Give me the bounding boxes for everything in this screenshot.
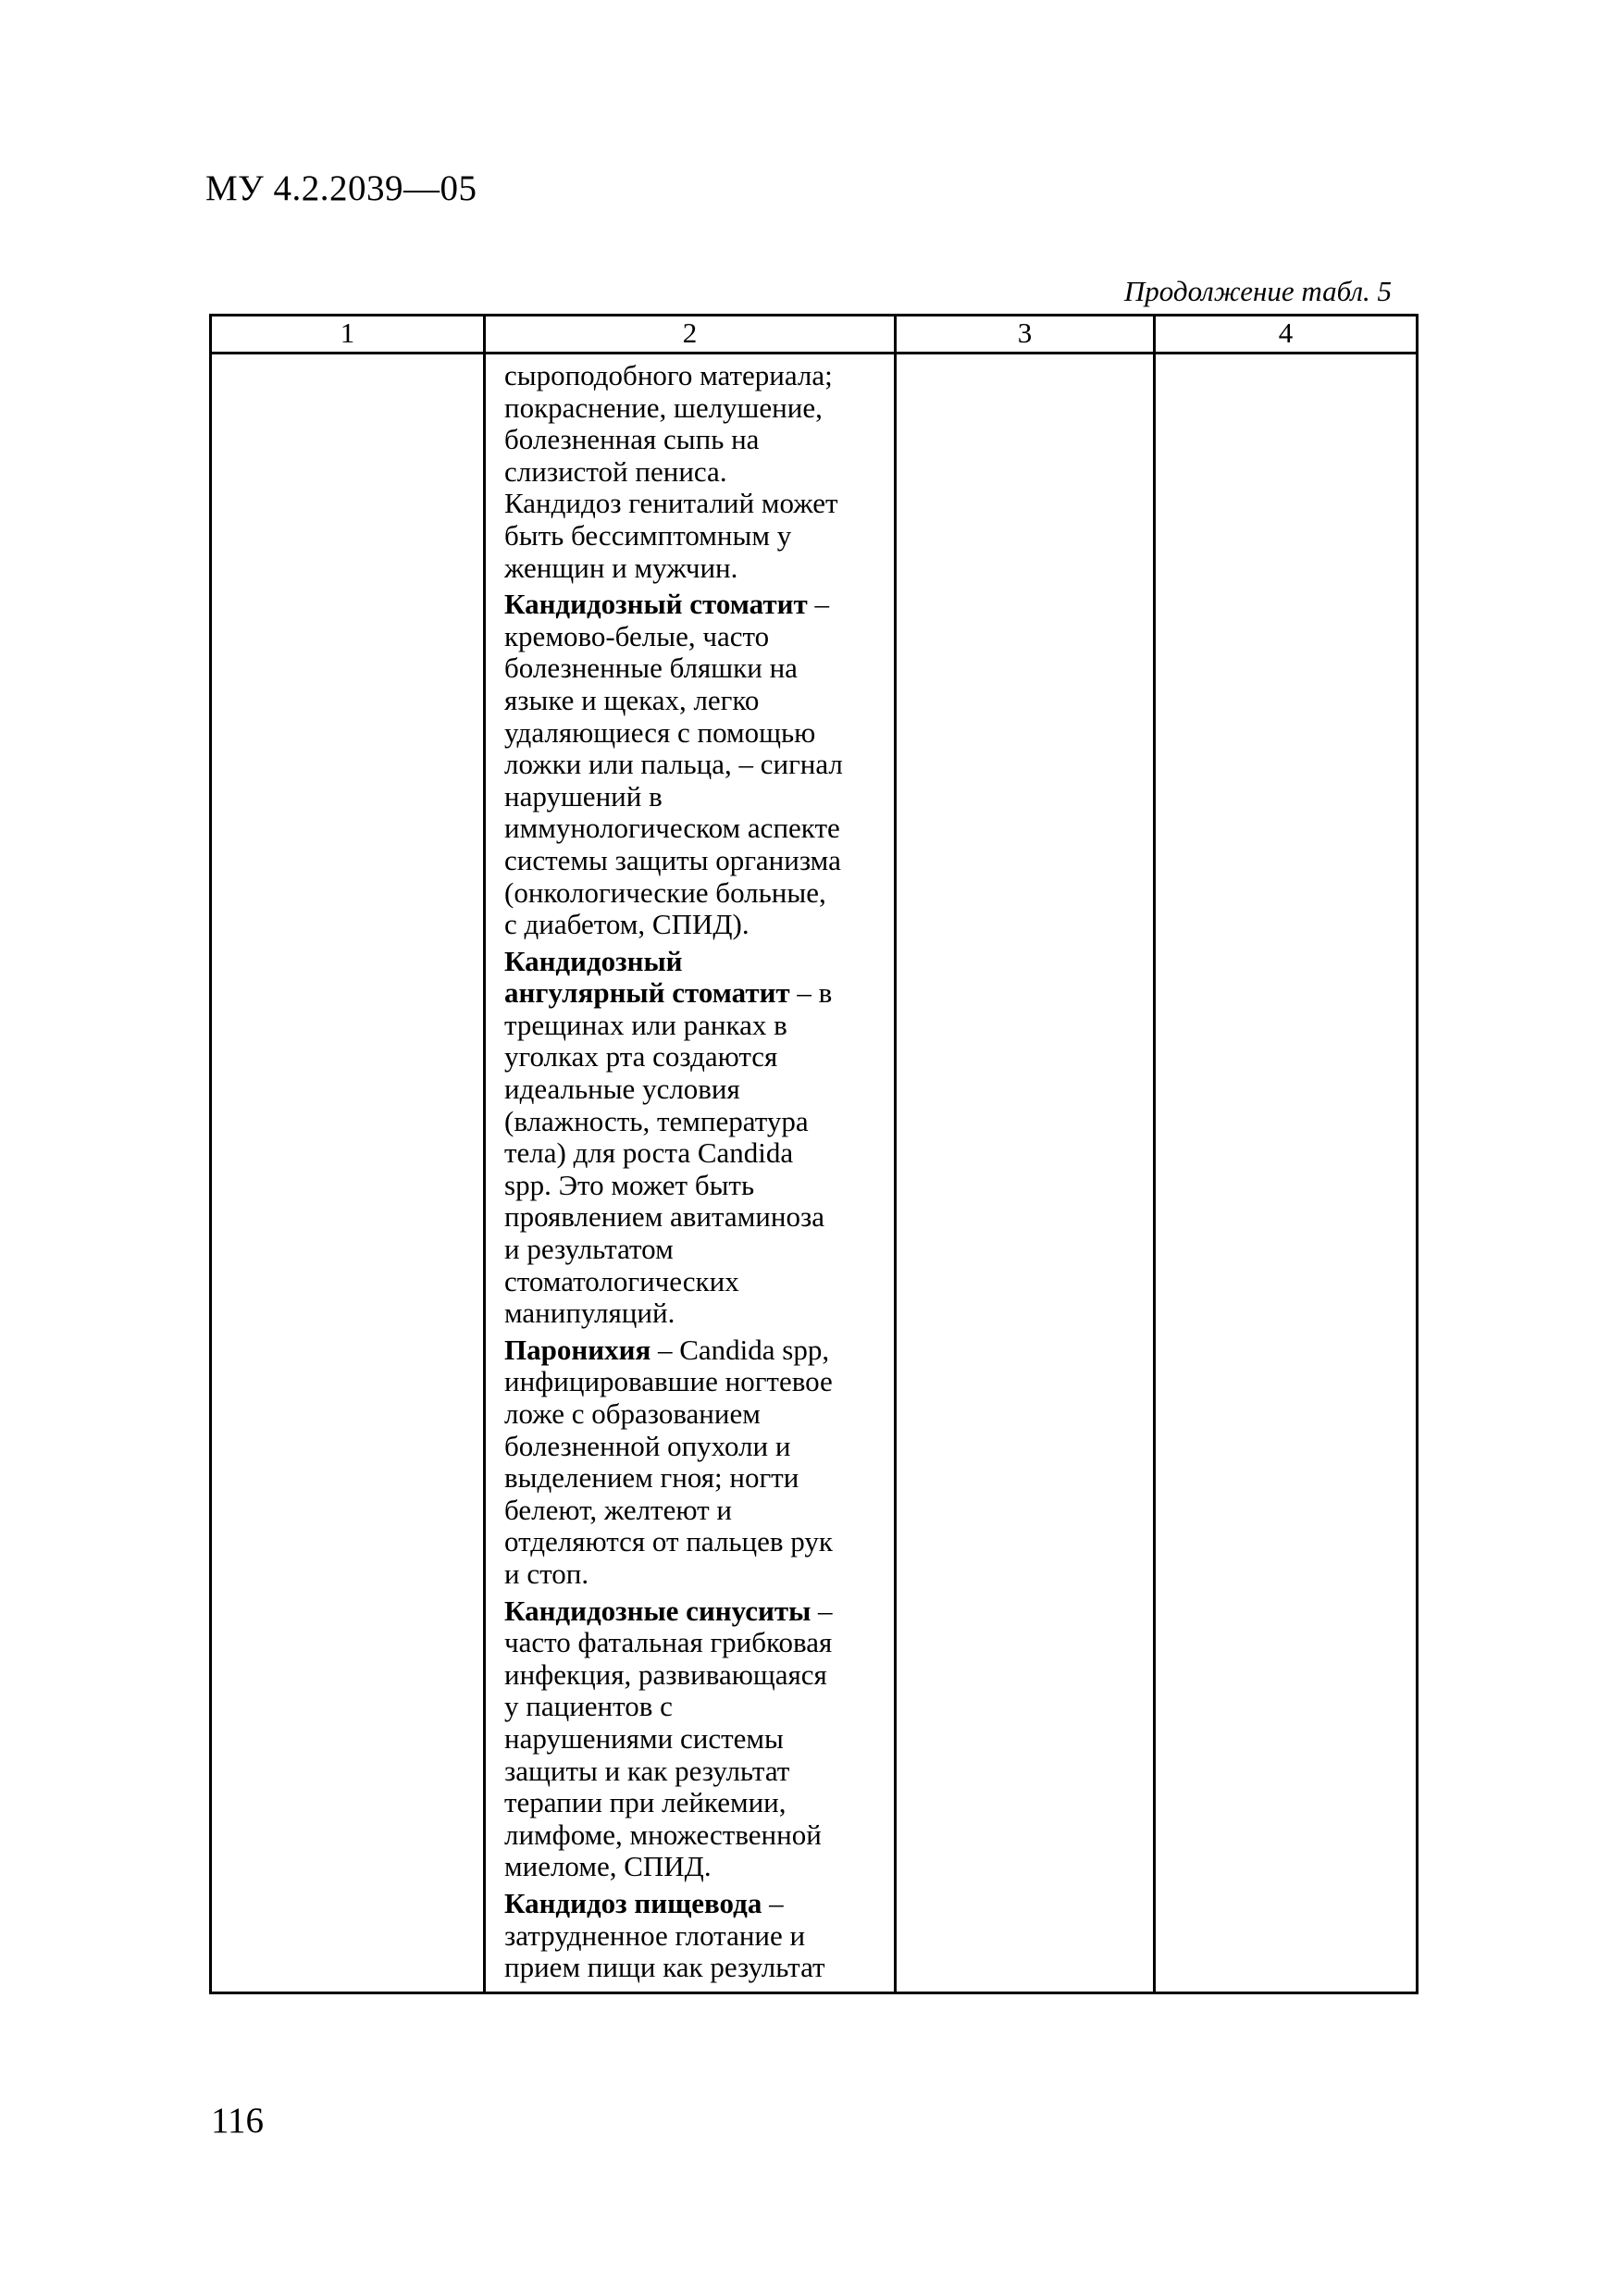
paragraph-text: – в трещинах или ранках в уголках рта создаются идеальные условия (влажность, температура тела) для роста Candida spp. Это может быть проявлением авитаминоза и результатом стоматологических манипуляций. — [504, 976, 833, 1330]
document-code: МУ 4.2.2039—05 — [205, 168, 477, 208]
paragraph-candida-sinusitis — [504, 1595, 885, 1883]
paragraph-esophageal-candidiasis — [504, 1888, 885, 1984]
paragraph-candida-stomatitis — [504, 589, 885, 941]
table-cell-col3 — [896, 354, 1155, 1993]
table-cell-col2 — [485, 354, 896, 1993]
table-cell-col1 — [211, 354, 485, 1993]
table-continuation-caption: Продолжение табл. 5 — [1123, 275, 1392, 307]
paragraph-genital-candidiasis — [504, 360, 885, 584]
paragraph-term: Кандидозный стоматит — [504, 588, 808, 621]
column-number-4: 4 — [1155, 316, 1418, 354]
column-number-1: 1 — [211, 316, 485, 354]
paragraph-text: – кремово-белые, часто болезненные бляшки на языке и щеках, легко удаляющиеся с помощью ложки или пальца, – сигнал нарушений в иммунологическом аспекте системы защиты организма (онкологические больные, с диабетом, СПИД). — [504, 588, 843, 941]
page-number: 116 — [211, 2101, 265, 2141]
column-number-2: 2 — [485, 316, 896, 354]
column-number-3: 3 — [896, 316, 1155, 354]
paragraph-angular-stomatitis — [504, 946, 885, 1330]
table-header-row — [211, 316, 1418, 354]
paragraph-text: – Candida spp, инфицировавшие ногтевое ложе с образованием болезненной опухоли и выделением гноя; ногти белеют, желтеют и отделяются от пальцев рук и стоп. — [504, 1333, 833, 1590]
paragraph-term: Кандидозный ангулярный стоматит — [504, 944, 790, 1010]
paragraph-text: – затрудненное глотание и прием пищи как результат — [504, 1886, 825, 1984]
table-row — [211, 354, 1418, 1993]
paragraph-text: сыроподобного материала; покраснение, шелушение, болезненная сыпь на слизистой пениса. Кандидоз гениталий может быть бессимптомным у женщин и мужчин. — [504, 359, 838, 584]
paragraph-term: Кандидоз пищевода — [504, 1886, 762, 1919]
table-cell-col4 — [1155, 354, 1418, 1993]
paragraph-term: Кандидозные синуситы — [504, 1594, 812, 1627]
col2-text-block — [486, 354, 894, 1984]
paragraph-text: – часто фатальная грибковая инфекция, развивающаяся у пациентов с нарушениями системы защиты и как результат терапии при лейкемии, лимфоме, множественной миеломе, СПИД. — [504, 1594, 833, 1883]
paragraph-term: Паронихия — [504, 1333, 651, 1366]
content-table — [209, 314, 1419, 1994]
paragraph-paronychia — [504, 1334, 885, 1591]
